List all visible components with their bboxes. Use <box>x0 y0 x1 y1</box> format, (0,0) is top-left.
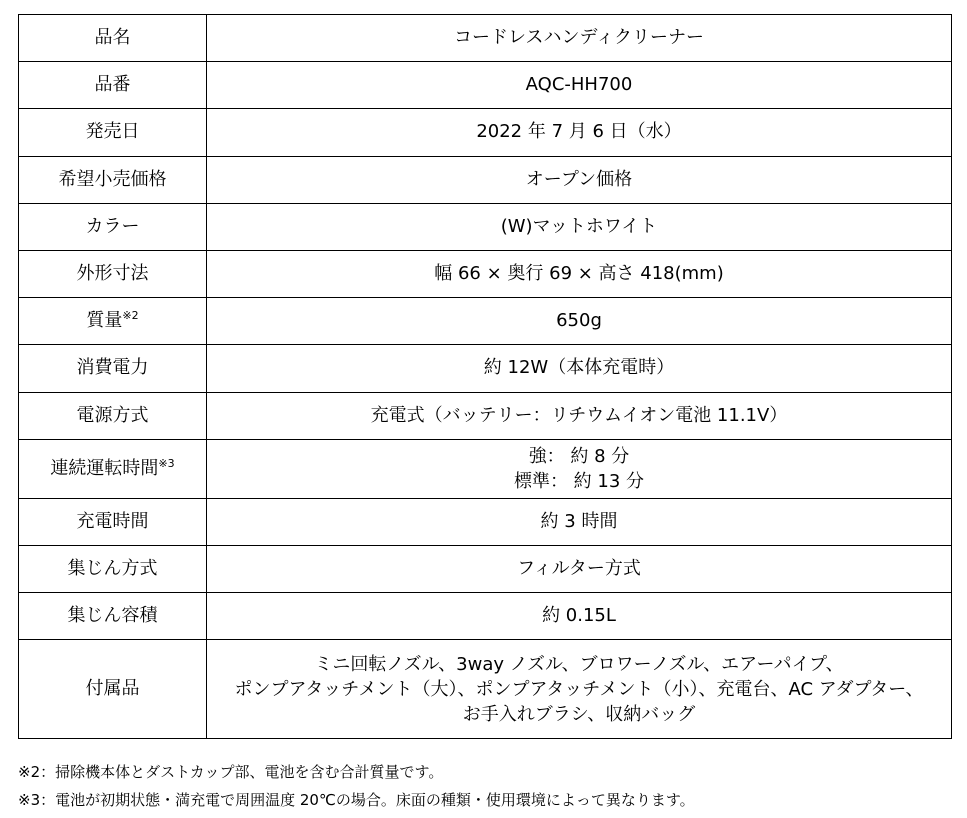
run-time-strong: 強： 約 8 分 <box>528 445 630 467</box>
spec-label-cell <box>19 439 207 498</box>
spec-row-dimensions <box>19 250 952 297</box>
spec-label: 連続運転時間 <box>50 457 159 479</box>
footnote-run-time: ※3：電池が初期状態・満充電で周囲温度 20℃の場合。床面の種類・使用環境によって異なります。 <box>18 791 695 809</box>
spec-row-color <box>19 203 952 250</box>
footnote-marker: ※2 <box>122 309 139 323</box>
spec-label: 質量 <box>86 310 123 332</box>
run-time-standard: 標準： 約 13 分 <box>513 470 645 492</box>
spec-row-release-date <box>19 109 952 156</box>
spec-table <box>18 14 952 739</box>
spec-label: 集じん容積 <box>19 593 207 640</box>
footnote-weight: ※2：掃除機本体とダストカップ部、電池を含む合計質量です。 <box>18 763 444 781</box>
spec-value: 約 3 時間 <box>207 498 952 545</box>
spec-label: 品番 <box>19 62 207 109</box>
spec-label: 希望小売価格 <box>19 156 207 203</box>
spec-label: カラー <box>19 203 207 250</box>
spec-row-power-consumption <box>19 345 952 392</box>
spec-label: 付属品 <box>19 640 207 739</box>
spec-value: 650g <box>207 298 952 345</box>
accessories-line: ミニ回転ノズル、3way ノズル、ブロワーノズル、エアーパイプ、 <box>314 653 844 675</box>
spec-row-dust-method <box>19 545 952 592</box>
spec-value: (W)マットホワイト <box>207 203 952 250</box>
spec-row-accessories <box>19 640 952 739</box>
footnotes <box>18 758 958 814</box>
spec-value: 充電式（バッテリー：リチウムイオン電池 11.1V） <box>207 392 952 439</box>
spec-row-power-source <box>19 392 952 439</box>
spec-value: 約 12W（本体充電時） <box>207 345 952 392</box>
spec-label: 消費電力 <box>19 345 207 392</box>
spec-row-dust-capacity <box>19 593 952 640</box>
accessories-line: お手入れブラシ、収納バッグ <box>462 703 696 725</box>
spec-label: 品名 <box>19 15 207 62</box>
spec-value: フィルター方式 <box>207 545 952 592</box>
spec-row-price <box>19 156 952 203</box>
spec-row-run-time <box>19 439 952 498</box>
spec-row-charge-time <box>19 498 952 545</box>
spec-value: 2022 年 7 月 6 日（水） <box>207 109 952 156</box>
spec-value: AQC-HH700 <box>207 62 952 109</box>
footnote-marker: ※3 <box>158 456 175 470</box>
spec-label: 外形寸法 <box>19 250 207 297</box>
spec-row-model-number <box>19 62 952 109</box>
spec-label: 充電時間 <box>19 498 207 545</box>
spec-label: 発売日 <box>19 109 207 156</box>
spec-value: オープン価格 <box>207 156 952 203</box>
spec-value: コードレスハンディクリーナー <box>207 15 952 62</box>
accessories-line: ポンプアタッチメント（大）、ポンプアタッチメント（小）、充電台、AC アダプター、 <box>234 678 924 700</box>
spec-value: 約 0.15L <box>207 593 952 640</box>
spec-label-cell <box>19 298 207 345</box>
spec-value: 幅 66 × 奥行 69 × 高さ 418(mm) <box>207 250 952 297</box>
spec-value-cell <box>207 439 952 498</box>
spec-label: 集じん方式 <box>19 545 207 592</box>
spec-label: 電源方式 <box>19 392 207 439</box>
spec-row-weight <box>19 298 952 345</box>
spec-value-cell <box>207 640 952 739</box>
spec-row-product-name <box>19 15 952 62</box>
